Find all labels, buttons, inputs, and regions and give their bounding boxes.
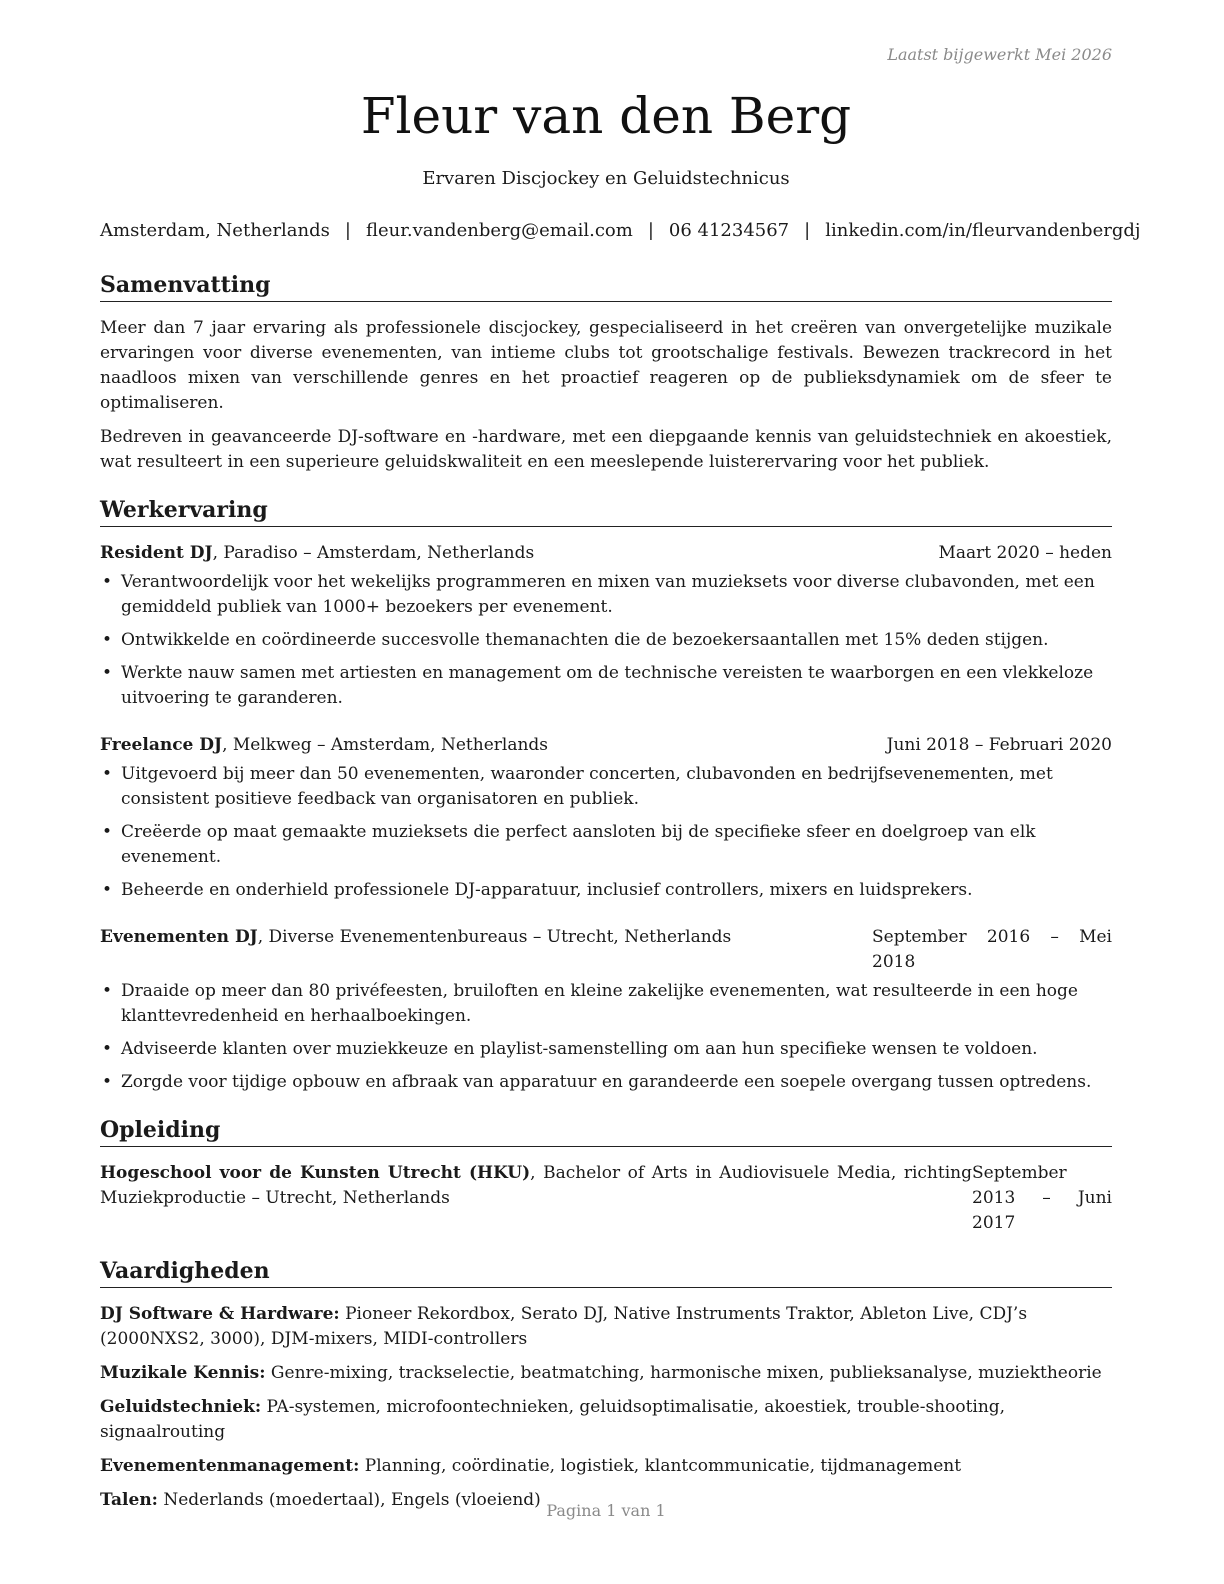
contact-linkedin[interactable]: linkedin.com/in/fleurvandenbergdj (825, 220, 1141, 241)
tagline: Ervaren Discjockey en Geluidstechnicus (422, 168, 790, 189)
job-role: Resident DJ (100, 543, 213, 563)
contact-separator: | (804, 220, 811, 241)
skills-section (100, 1256, 1112, 1513)
section-title-skills: Vaardigheden (100, 1256, 1112, 1288)
job-dates: September 2016 – Mei 2018 (872, 927, 1112, 972)
contact-location: Amsterdam, Netherlands (100, 220, 330, 241)
job-dates: Juni 2018 – Februari 2020 (886, 735, 1112, 755)
job-bullet: • Werkte nauw samen met artiesten en management om de technische vereisten te waarborgen en een vlekkeloze uitvoering te garanderen. (100, 661, 1112, 711)
summary-paragraph: Meer dan 7 jaar ervaring als professionele discjockey, gespecialiseerd in het creëren van onvergetelijke muzikale ervaringen voor diverse evenementen, van intieme clubs tot grootschalige festivals. Bewezen trackrecord in het naadloos mixen van verschillende genres en het proactief reageren op de publieksdynamiek om de sfeer te optimaliseren. (100, 318, 1112, 413)
skill-value: Planning, coördinatie, logistiek, klantcommunicatie, tijdmanagement (359, 1456, 962, 1476)
skill-value: PA-systemen, microfoontechnieken, geluidsoptimalisatie, akoestiek, trouble-shooting, signaalrouting (100, 1397, 1006, 1442)
education-degree: , Bachelor of Arts in Audiovisuele Media, richting Muziekproductie – Utrecht, Netherlands (100, 1163, 972, 1208)
section-title-experience: Werkervaring (100, 495, 1112, 527)
experience-section (100, 495, 1112, 1095)
education-section (100, 1115, 1112, 1236)
contact-line (100, 220, 1141, 241)
job-bullet: • Verantwoordelijk voor het wekelijks programmeren en mixen van muzieksets voor diverse clubavonden, met een gemiddeld publiek van 1000+ bezoekers per evenement. (100, 570, 1112, 620)
section-title-summary: Samenvatting (100, 270, 1112, 302)
skill-label: Evenementenmanagement: (100, 1456, 360, 1476)
skill-label: DJ Software & Hardware: (100, 1304, 340, 1324)
skill-label: Muzikale Kennis: (100, 1363, 266, 1383)
job-organization: , Melkweg – Amsterdam, Netherlands (222, 735, 549, 755)
education-entry (100, 1161, 1112, 1236)
job-entry (100, 925, 1112, 1095)
page-number: Pagina 1 van 1 (546, 1501, 666, 1520)
job-header (100, 733, 1112, 758)
job-bullets (100, 979, 1112, 1095)
job-bullet: • Uitgevoerd bij meer dan 50 evenementen, waaronder concerten, clubavonden en bedrijfsevenementen, met consistent positieve feedback van organisatoren en publiek. (100, 762, 1112, 812)
job-header (100, 925, 1112, 975)
candidate-name: Fleur van den Berg (360, 87, 852, 145)
section-title-education: Opleiding (100, 1115, 1112, 1147)
last-updated: Laatst bijgewerkt Mei 2026 (887, 45, 1112, 64)
job-dates: Maart 2020 – heden (938, 543, 1112, 563)
job-bullets (100, 762, 1112, 903)
job-bullet: • Beheerde en onderhield professionele DJ-apparatuur, inclusief controllers, mixers en luidsprekers. (100, 878, 1112, 903)
skill-value: Nederlands (moedertaal), Engels (vloeiend) (157, 1490, 541, 1510)
job-header (100, 541, 1112, 566)
contact-separator: | (344, 220, 351, 241)
skill-value: Genre-mixing, trackselectie, beatmatching, harmonische mixen, publieksanalyse, muziektheorie (265, 1363, 1102, 1383)
job-entry (100, 541, 1112, 711)
job-organization: , Diverse Evenementenbureaus – Utrecht, Netherlands (257, 927, 732, 947)
job-role: Evenementen DJ (100, 927, 258, 947)
summary-section (100, 270, 1112, 475)
education-dates: September 2013 – Juni 2017 (972, 1163, 1112, 1233)
skill-item (100, 1454, 1112, 1479)
job-role: Freelance DJ (100, 735, 223, 755)
skill-label: Talen: (100, 1490, 158, 1510)
job-entry (100, 733, 1112, 903)
skill-item (100, 1361, 1112, 1386)
job-organization: , Paradiso – Amsterdam, Netherlands (212, 543, 535, 563)
job-bullet: • Ontwikkelde en coördineerde succesvolle themanachten die de bezoekersaantallen met 15% deden stijgen. (100, 628, 1112, 653)
skill-item (100, 1302, 1112, 1352)
job-bullets (100, 570, 1112, 711)
job-bullet: • Zorgde voor tijdige opbouw en afbraak van apparatuur en garandeerde een soepele overgang tussen optredens. (100, 1070, 1112, 1095)
skills-list (100, 1302, 1112, 1513)
job-bullet: • Creëerde op maat gemaakte muzieksets die perfect aansloten bij de specifieke sfeer en doelgroep van elk evenement. (100, 820, 1112, 870)
skill-value: Pioneer Rekordbox, Serato DJ, Native Instruments Traktor, Ableton Live, CDJ’s (2000NXS2, 3000), DJM-mixers, MIDI-controllers (100, 1304, 1028, 1349)
resume-page (100, 0, 1141, 1584)
contact-email[interactable]: fleur.vandenberg@email.com (365, 220, 633, 241)
contact-separator: | (647, 220, 654, 241)
contact-phone: 06 41234567 (668, 220, 790, 241)
summary-paragraph: Bedreven in geavanceerde DJ-software en -hardware, met een diepgaande kennis van geluidstechniek en akoestiek, wat resulteert in een superieure geluidskwaliteit en een meeslepende luisterervaring voor het publiek. (100, 427, 1112, 472)
education-school: Hogeschool voor de Kunsten Utrecht (HKU) (100, 1163, 531, 1183)
skill-label: Geluidstechniek: (100, 1397, 262, 1417)
job-bullet: • Adviseerde klanten over muziekkeuze en playlist-samenstelling om aan hun specifieke wensen te voldoen. (100, 1037, 1112, 1062)
resume-content (100, 270, 1112, 1522)
skill-item (100, 1395, 1112, 1445)
job-bullet: • Draaide op meer dan 80 privéfeesten, bruiloften en kleine zakelijke evenementen, wat resulteerde in een hoge klanttevredenheid en herhaalboekingen. (100, 979, 1112, 1029)
